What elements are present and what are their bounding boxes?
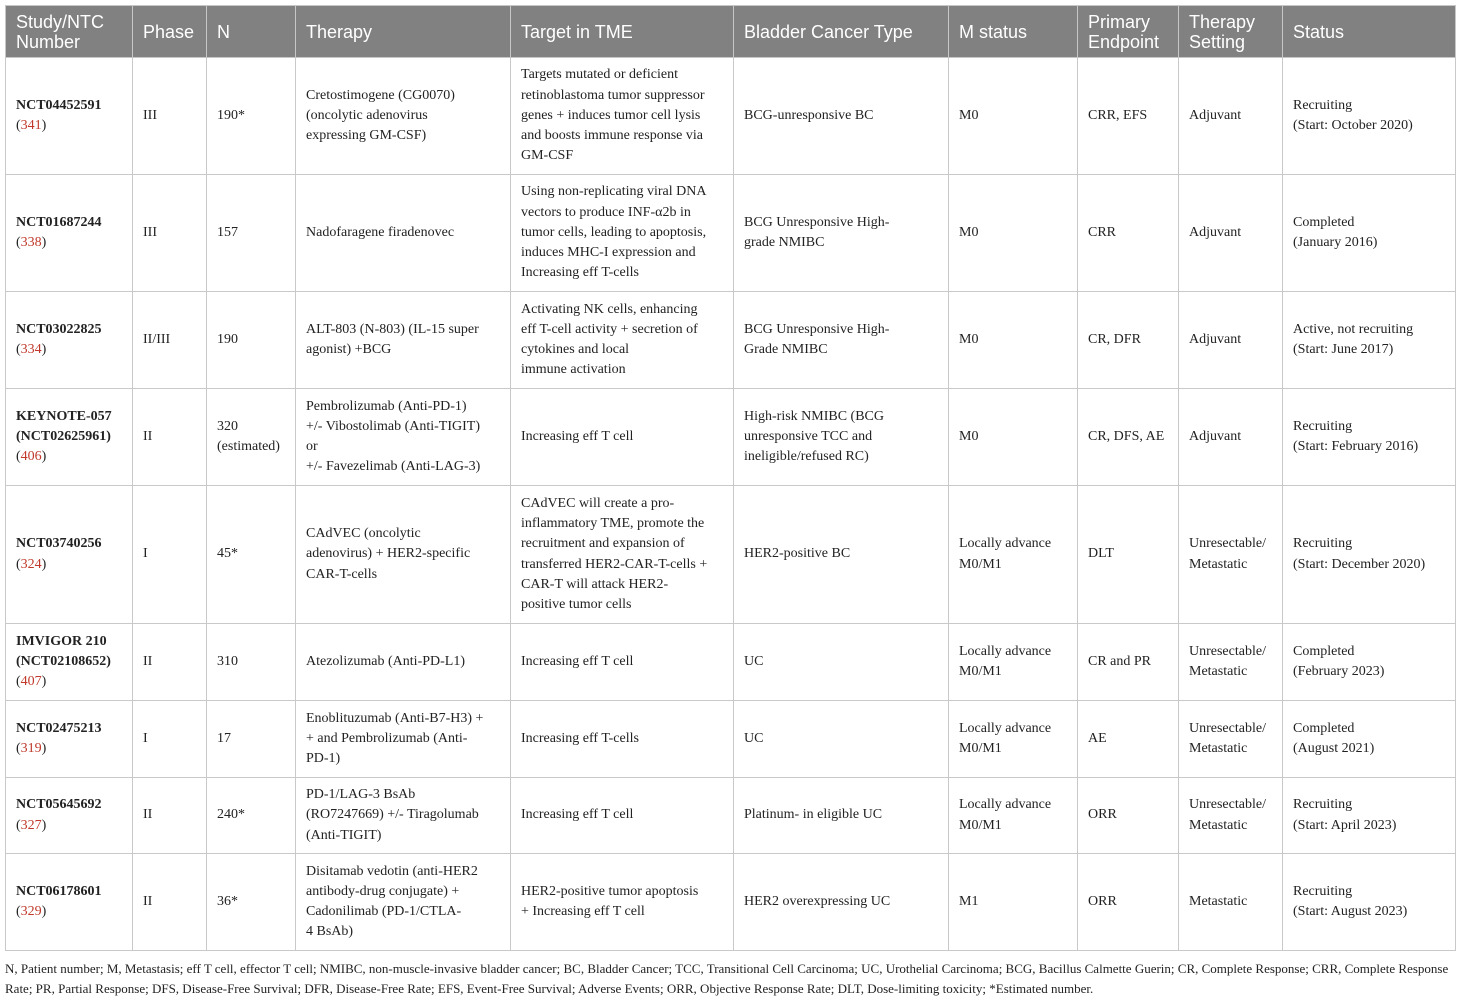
study-id: NCT05645692 xyxy=(16,797,102,813)
target-cell xyxy=(511,389,734,486)
m-status-cell-text: M1 xyxy=(959,893,979,909)
m-status-cell-text: M0 xyxy=(959,428,979,444)
study-id: NCT02475213 xyxy=(16,720,102,736)
status-cell xyxy=(1283,486,1456,624)
phase-cell-text: III xyxy=(143,107,157,123)
table-row xyxy=(6,486,1456,624)
phase-cell xyxy=(133,701,207,778)
reference-link[interactable]: 341 xyxy=(20,118,42,133)
m-status-cell-text: Locally advance M0/M1 xyxy=(959,536,1052,572)
n-cell xyxy=(207,778,296,854)
status-cell-text: Completed (January 2016) xyxy=(1293,214,1378,250)
status-cell xyxy=(1283,701,1456,778)
cancer-type-cell-text: BCG Unresponsive High- Grade NMIBC xyxy=(744,321,890,357)
cancer-type-cell xyxy=(734,701,949,778)
status-cell xyxy=(1283,854,1456,951)
study-id: NCT01687244 xyxy=(16,214,102,230)
header-study: Study/NTC Number xyxy=(6,6,133,58)
target-cell-text: Increasing eff T cell xyxy=(521,653,634,669)
m-status-cell-text: Locally advance M0/M1 xyxy=(959,797,1052,833)
phase-cell xyxy=(133,486,207,624)
reference-link[interactable]: 324 xyxy=(20,556,42,572)
cancer-type-cell-text: UC xyxy=(744,730,764,746)
table-row xyxy=(6,292,1456,389)
endpoint-cell-text: ORR xyxy=(1088,807,1117,823)
therapy-cell-text: Nadofaragene firadenovec xyxy=(306,224,455,240)
study-cell xyxy=(6,292,133,389)
phase-cell-text: II/III xyxy=(143,331,171,347)
reference-link[interactable]: 329 xyxy=(20,904,42,919)
endpoint-cell xyxy=(1078,624,1179,701)
phase-cell xyxy=(133,292,207,389)
phase-cell-text: II xyxy=(143,428,153,444)
reference-line: (406) xyxy=(16,449,47,465)
setting-cell xyxy=(1179,58,1283,175)
table-row xyxy=(6,701,1456,778)
setting-cell xyxy=(1179,701,1283,778)
study-cell xyxy=(6,58,133,175)
cancer-type-cell xyxy=(734,292,949,389)
cancer-type-cell-text: HER2 overexpressing UC xyxy=(744,893,891,909)
endpoint-cell xyxy=(1078,389,1179,486)
setting-cell xyxy=(1179,389,1283,486)
therapy-cell xyxy=(296,175,511,292)
status-cell-text: Completed (February 2023) xyxy=(1293,643,1385,679)
target-cell-text: Activating NK cells, enhancing eff T-cell activity + secretion of cytokines and local immune activation xyxy=(521,301,698,378)
status-cell-text: Active, not recruiting (Start: June 2017) xyxy=(1293,321,1414,357)
endpoint-cell-text: CRR xyxy=(1088,224,1117,240)
status-cell-text: Recruiting (Start: February 2016) xyxy=(1293,418,1419,454)
endpoint-cell xyxy=(1078,778,1179,854)
reference-link[interactable]: 334 xyxy=(20,342,42,357)
status-cell xyxy=(1283,58,1456,175)
target-cell-text: Targets mutated or deficient retinoblastoma tumor suppressor genes + induces tumor cell lysis and boosts immune response via GM-CSF xyxy=(521,67,705,164)
target-cell xyxy=(511,486,734,624)
study-id: NCT03022825 xyxy=(16,321,102,337)
target-cell xyxy=(511,701,734,778)
therapy-cell xyxy=(296,624,511,701)
header-status: Status xyxy=(1283,6,1456,58)
study-id: NCT03740256 xyxy=(16,536,102,552)
table-row xyxy=(6,58,1456,175)
setting-cell-text: Unresectable/ Metastatic xyxy=(1189,536,1266,572)
target-cell xyxy=(511,292,734,389)
header-endpoint: Primary Endpoint xyxy=(1078,6,1179,58)
reference-link[interactable]: 338 xyxy=(20,235,42,250)
n-cell xyxy=(207,624,296,701)
therapy-cell xyxy=(296,389,511,486)
n-cell xyxy=(207,292,296,389)
endpoint-cell xyxy=(1078,175,1179,292)
cancer-type-cell-text: HER2-positive BC xyxy=(744,546,851,562)
phase-cell-text: I xyxy=(143,546,148,562)
phase-cell xyxy=(133,389,207,486)
study-id: IMVIGOR 210 xyxy=(16,633,107,649)
study-cell xyxy=(6,389,133,486)
header-setting: Therapy Setting xyxy=(1179,6,1283,58)
phase-cell xyxy=(133,624,207,701)
study-cell xyxy=(6,624,133,701)
n-cell xyxy=(207,701,296,778)
n-cell xyxy=(207,854,296,951)
phase-cell xyxy=(133,854,207,951)
m-status-cell xyxy=(949,778,1078,854)
study-id: NCT04452591 xyxy=(16,97,102,113)
n-cell-text: 320 (estimated) xyxy=(217,418,280,454)
setting-cell-text: Adjuvant xyxy=(1189,224,1242,240)
clinical-trials-table xyxy=(5,5,1456,951)
status-cell-text: Recruiting (Start: December 2020) xyxy=(1293,536,1426,572)
therapy-cell-text: Pembrolizumab (Anti-PD-1) +/- Vibostolimab (Anti-TIGIT) or +/- Favezelimab (Anti-LAG-3) xyxy=(306,398,481,475)
n-cell xyxy=(207,486,296,624)
cancer-type-cell xyxy=(734,854,949,951)
m-status-cell xyxy=(949,486,1078,624)
reference-link[interactable]: 319 xyxy=(20,741,42,756)
header-m-status: M status xyxy=(949,6,1078,58)
target-cell xyxy=(511,175,734,292)
m-status-cell-text: M0 xyxy=(959,331,979,347)
therapy-cell xyxy=(296,486,511,624)
status-cell xyxy=(1283,624,1456,701)
cancer-type-cell xyxy=(734,175,949,292)
cancer-type-cell-text: UC xyxy=(744,653,764,669)
target-cell-text: Increasing eff T cell xyxy=(521,428,634,444)
therapy-cell xyxy=(296,292,511,389)
endpoint-cell xyxy=(1078,292,1179,389)
setting-cell-text: Adjuvant xyxy=(1189,107,1242,123)
n-cell-text: 310 xyxy=(217,653,238,669)
cancer-type-cell xyxy=(734,778,949,854)
m-status-cell-text: Locally advance M0/M1 xyxy=(959,643,1052,679)
status-cell xyxy=(1283,292,1456,389)
header-target: Target in TME xyxy=(511,6,734,58)
therapy-cell-text: Disitamab vedotin (anti-HER2 antibody-drug conjugate) + Cadonilimab (PD-1/CTLA- 4 BsAb) xyxy=(306,863,478,940)
n-cell-text: 17 xyxy=(217,730,231,746)
table-row xyxy=(6,854,1456,951)
reference-line: (407) xyxy=(16,674,47,690)
cancer-type-cell xyxy=(734,58,949,175)
therapy-cell xyxy=(296,58,511,175)
study-cell xyxy=(6,701,133,778)
therapy-cell-text: CAdVEC (oncolytic adenovirus) + HER2-specific CAR-T-cells xyxy=(306,526,471,582)
setting-cell-text: Unresectable/ Metastatic xyxy=(1189,643,1266,679)
setting-cell-text: Unresectable/ Metastatic xyxy=(1189,720,1266,756)
study-id: KEYNOTE-057 xyxy=(16,408,112,424)
reference-line: (329) xyxy=(16,904,47,919)
status-cell-text: Recruiting (Start: August 2023) xyxy=(1293,883,1408,919)
setting-cell xyxy=(1179,624,1283,701)
m-status-cell-text: Locally advance M0/M1 xyxy=(959,720,1052,756)
setting-cell-text: Adjuvant xyxy=(1189,428,1242,444)
reference-link[interactable]: 406 xyxy=(20,449,42,465)
setting-cell-text: Unresectable/ Metastatic xyxy=(1189,797,1266,833)
endpoint-cell xyxy=(1078,854,1179,951)
target-cell xyxy=(511,624,734,701)
m-status-cell xyxy=(949,292,1078,389)
m-status-cell-text: M0 xyxy=(959,107,979,123)
n-cell xyxy=(207,58,296,175)
phase-cell-text: II xyxy=(143,653,153,669)
setting-cell xyxy=(1179,292,1283,389)
setting-cell-text: Metastatic xyxy=(1189,893,1248,909)
cancer-type-cell xyxy=(734,486,949,624)
setting-cell-text: Adjuvant xyxy=(1189,331,1242,347)
therapy-cell-text: Cretostimogene (CG0070) (oncolytic adenovirus expressing GM-CSF) xyxy=(306,87,455,144)
endpoint-cell xyxy=(1078,58,1179,175)
endpoint-cell-text: CRR, EFS xyxy=(1088,107,1148,123)
endpoint-cell-text: CR and PR xyxy=(1088,653,1152,669)
cancer-type-cell xyxy=(734,389,949,486)
n-cell-text: 157 xyxy=(217,224,238,240)
therapy-cell-text: Atezolizumab (Anti-PD-L1) xyxy=(306,653,466,669)
table-row xyxy=(6,175,1456,292)
setting-cell xyxy=(1179,778,1283,854)
reference-line: (327) xyxy=(16,817,47,833)
table-row xyxy=(6,389,1456,486)
m-status-cell xyxy=(949,624,1078,701)
phase-cell-text: II xyxy=(143,893,153,909)
document xyxy=(5,5,1455,998)
setting-cell xyxy=(1179,486,1283,624)
header-phase: Phase xyxy=(133,6,207,58)
endpoint-cell xyxy=(1078,701,1179,778)
endpoint-cell xyxy=(1078,486,1179,624)
study-id: NCT06178601 xyxy=(16,883,102,899)
n-cell xyxy=(207,389,296,486)
study-id: (NCT02108652) xyxy=(16,653,111,669)
target-cell xyxy=(511,854,734,951)
table-body xyxy=(6,58,1456,951)
therapy-cell-text: Enoblituzumab (Anti-B7-H3) + + and Pembrolizumab (Anti- PD-1) xyxy=(306,710,484,767)
header-row xyxy=(6,6,1456,58)
n-cell xyxy=(207,175,296,292)
n-cell-text: 190* xyxy=(217,107,245,123)
target-cell-text: Increasing eff T cell xyxy=(521,807,634,823)
status-cell-text: Recruiting (Start: October 2020) xyxy=(1293,97,1413,133)
status-cell xyxy=(1283,389,1456,486)
reference-link[interactable]: 407 xyxy=(20,674,42,690)
cancer-type-cell-text: High-risk NMIBC (BCG unresponsive TCC and ineligible/refused RC) xyxy=(744,408,885,465)
phase-cell xyxy=(133,778,207,854)
target-cell-text: Using non-replicating viral DNA vectors to produce INF-α2b in tumor cells, leading to apoptosis, induces MHC-I expression and Increasing eff T-cells xyxy=(521,184,707,281)
endpoint-cell-text: CR, DFS, AE xyxy=(1088,428,1165,444)
n-cell-text: 190 xyxy=(217,331,238,347)
study-id: (NCT02625961) xyxy=(16,428,111,444)
target-cell-text: Increasing eff T-cells xyxy=(521,730,639,746)
m-status-cell xyxy=(949,58,1078,175)
n-cell-text: 240* xyxy=(217,807,245,823)
reference-line: (324) xyxy=(16,556,47,572)
status-cell-text: Recruiting (Start: April 2023) xyxy=(1293,797,1397,833)
target-cell-text: HER2-positive tumor apoptosis + Increasing eff T cell xyxy=(521,883,699,919)
reference-line: (334) xyxy=(16,342,47,357)
reference-line: (338) xyxy=(16,235,47,250)
reference-link[interactable]: 327 xyxy=(20,817,42,833)
target-cell xyxy=(511,778,734,854)
m-status-cell-text: M0 xyxy=(959,224,979,240)
phase-cell-text: III xyxy=(143,224,157,240)
setting-cell xyxy=(1179,854,1283,951)
n-cell-text: 36* xyxy=(217,893,238,909)
status-cell-text: Completed (August 2021) xyxy=(1293,720,1375,756)
phase-cell xyxy=(133,58,207,175)
endpoint-cell-text: CR, DFR xyxy=(1088,331,1141,347)
study-cell xyxy=(6,486,133,624)
m-status-cell xyxy=(949,701,1078,778)
therapy-cell xyxy=(296,701,511,778)
reference-line: (319) xyxy=(16,741,47,756)
cancer-type-cell-text: BCG Unresponsive High- grade NMIBC xyxy=(744,214,890,250)
header-n: N xyxy=(207,6,296,58)
therapy-cell-text: ALT-803 (N-803) (IL-15 super agonist) +BCG xyxy=(306,321,479,357)
m-status-cell xyxy=(949,389,1078,486)
target-cell-text: CAdVEC will create a pro- inflammatory TME, promote the recruitment and expansion of transferred HER2-CAR-T-cells + CAR-T will attack HER2- positive tumor cells xyxy=(521,495,708,612)
header-therapy: Therapy xyxy=(296,6,511,58)
setting-cell xyxy=(1179,175,1283,292)
header-cancer-type: Bladder Cancer Type xyxy=(734,6,949,58)
n-cell-text: 45* xyxy=(217,546,238,562)
study-cell xyxy=(6,175,133,292)
status-cell xyxy=(1283,778,1456,854)
table-row xyxy=(6,624,1456,701)
m-status-cell xyxy=(949,175,1078,292)
phase-cell-text: II xyxy=(143,807,153,823)
therapy-cell xyxy=(296,778,511,854)
phase-cell xyxy=(133,175,207,292)
study-cell xyxy=(6,854,133,951)
therapy-cell-text: PD-1/LAG-3 BsAb (RO7247669) +/- Tiragolumab (Anti-TIGIT) xyxy=(306,787,479,843)
cancer-type-cell xyxy=(734,624,949,701)
endpoint-cell-text: AE xyxy=(1088,730,1107,746)
study-cell xyxy=(6,778,133,854)
status-cell xyxy=(1283,175,1456,292)
target-cell xyxy=(511,58,734,175)
table-row xyxy=(6,778,1456,854)
m-status-cell xyxy=(949,854,1078,951)
therapy-cell xyxy=(296,854,511,951)
cancer-type-cell-text: BCG-unresponsive BC xyxy=(744,107,874,123)
cancer-type-cell-text: Platinum- in eligible UC xyxy=(744,807,883,823)
endpoint-cell-text: DLT xyxy=(1088,546,1114,562)
phase-cell-text: I xyxy=(143,730,148,746)
endpoint-cell-text: ORR xyxy=(1088,893,1117,909)
reference-line: (341) xyxy=(16,118,47,133)
table-footnote: N, Patient number; M, Metastasis; eff T cell, effector T cell; NMIBC, non-muscle-invasive bladder cancer; BC, Bladder Cancer; TCC, Transitional Cell Carcinoma; UC, Urothelial Carcinoma; BCG, Bacillus Calmette Guerin; CR, Complete Response; CRR, Complete Response Rate; PR, Partial Response; DFS, Disease-Free Survival; DFR, Disease-Free Rate; EFS, Event-Free Survival; Adverse Events; ORR, Objective Response Rate; DLT, Dose-limiting toxicity; *Estimated number. xyxy=(5,961,1449,996)
